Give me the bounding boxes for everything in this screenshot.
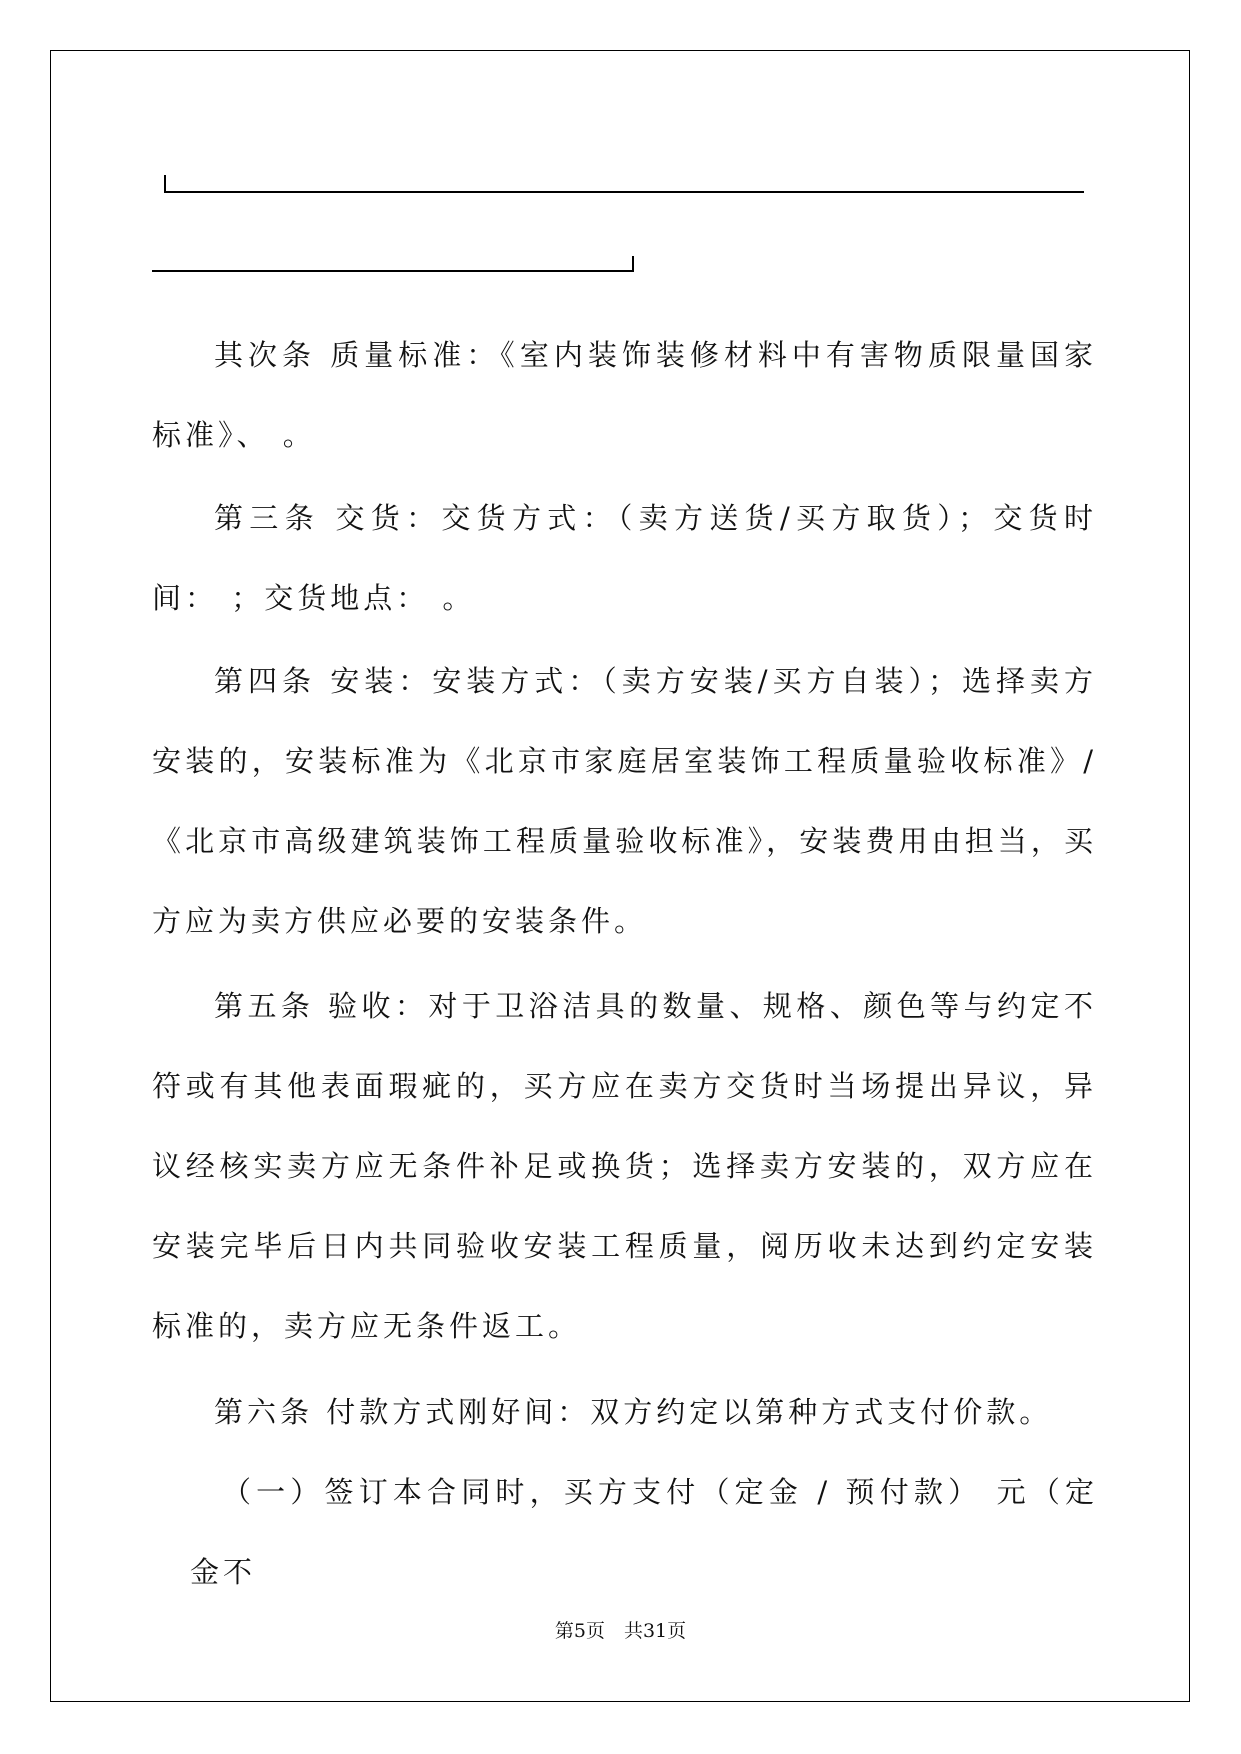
article-4-installation: 第四条 安装：安装方式：（卖方安装/买方自装）；选择卖方安装的，安装标准为《北京市家庭居室装饰工程质量验收标准》/《北京市高级建筑装饰工程质量验收标准》，安装费用由担当，买方应为卖方供应必要的安装条件。 <box>152 664 1097 938</box>
article-2-quality: 其次条 质量标准：《室内装饰装修材料中有害物质限量国家标准》、 。 <box>152 338 1097 452</box>
table-border-bottom-line <box>152 270 634 272</box>
table-border-left-tick <box>164 175 166 191</box>
article-5-acceptance: 第五条 验收：对于卫浴洁具的数量、规格、颜色等与约定不符或有其他表面瑕疵的，买方应在卖方交货时当场提出异议，异议经核实卖方应无条件补足或换货；选择卖方安装的，双方应在安装完毕后日内共同验收安装工程质量，阅历收未达到约定安装标准的，卖方应无条件返工。 <box>152 989 1097 1343</box>
article-3-delivery: 第三条 交货：交货方式：（卖方送货/买方取货）；交货时间： ；交货地点： 。 <box>152 501 1097 615</box>
article-6-payment: 第六条 付款方式刚好间：双方约定以第种方式支付价款。 <box>214 1395 1053 1429</box>
page-number-footer: 第5页 共31页 <box>554 1620 687 1642</box>
table-border-top-line <box>164 191 1084 193</box>
table-border-right-tick <box>632 256 634 272</box>
payment-clause-1: （一）签订本合同时，买方支付（定金 / 预付款） 元（定金不 <box>190 1475 1098 1589</box>
